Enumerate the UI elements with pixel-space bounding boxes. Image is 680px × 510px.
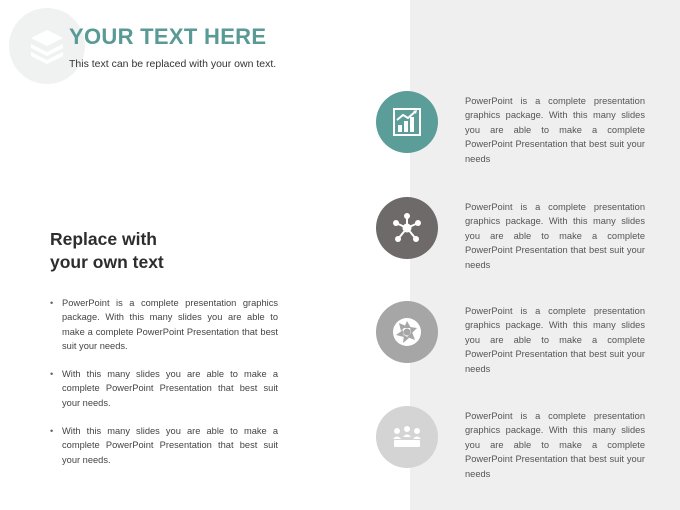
section-heading-line-2: your own text xyxy=(50,252,164,272)
page-subtitle: This text can be replaced with your own text. xyxy=(69,58,277,70)
meeting-icon xyxy=(391,421,423,453)
feature-text-2: PowerPoint is a complete presentation graphics package. With this many slides you are able to make a complete PowerPoint Presentation that best suit your needs xyxy=(465,202,645,270)
feature-icon-badge-3 xyxy=(376,301,438,363)
page-title: YOUR TEXT HERE xyxy=(69,24,267,49)
feature-icon-badge-4 xyxy=(376,406,438,468)
bullet-list xyxy=(50,296,278,481)
feature-icon-badge-1 xyxy=(376,91,438,153)
section-heading xyxy=(50,228,164,274)
aperture-icon xyxy=(391,316,423,348)
feature-text-1: PowerPoint is a complete presentation graphics package. With this many slides you are able to make a complete PowerPoint Presentation that best suit your needs xyxy=(465,96,645,164)
stack-icon xyxy=(27,26,67,66)
feature-text-3: PowerPoint is a complete presentation graphics package. With this many slides you are able to make a complete PowerPoint Presentation that best suit your needs xyxy=(465,306,645,374)
chart-icon xyxy=(391,106,423,138)
bullet-item: • PowerPoint is a complete presentation graphics package. With this many slides you are able to make a complete PowerPoint Presentation that best suit your needs. xyxy=(50,296,278,353)
network-icon xyxy=(391,212,423,244)
section-heading-line-1: Replace with xyxy=(50,229,157,249)
bullet-item: • With this many slides you are able to make a complete PowerPoint Presentation that best suit your needs. xyxy=(50,367,278,410)
bullet-item: • With this many slides you are able to make a complete PowerPoint Presentation that best suit your needs. xyxy=(50,424,278,467)
feature-icon-badge-2 xyxy=(376,197,438,259)
feature-text-4: PowerPoint is a complete presentation graphics package. With this many slides you are able to make a complete PowerPoint Presentation that best suit your needs xyxy=(465,411,645,479)
